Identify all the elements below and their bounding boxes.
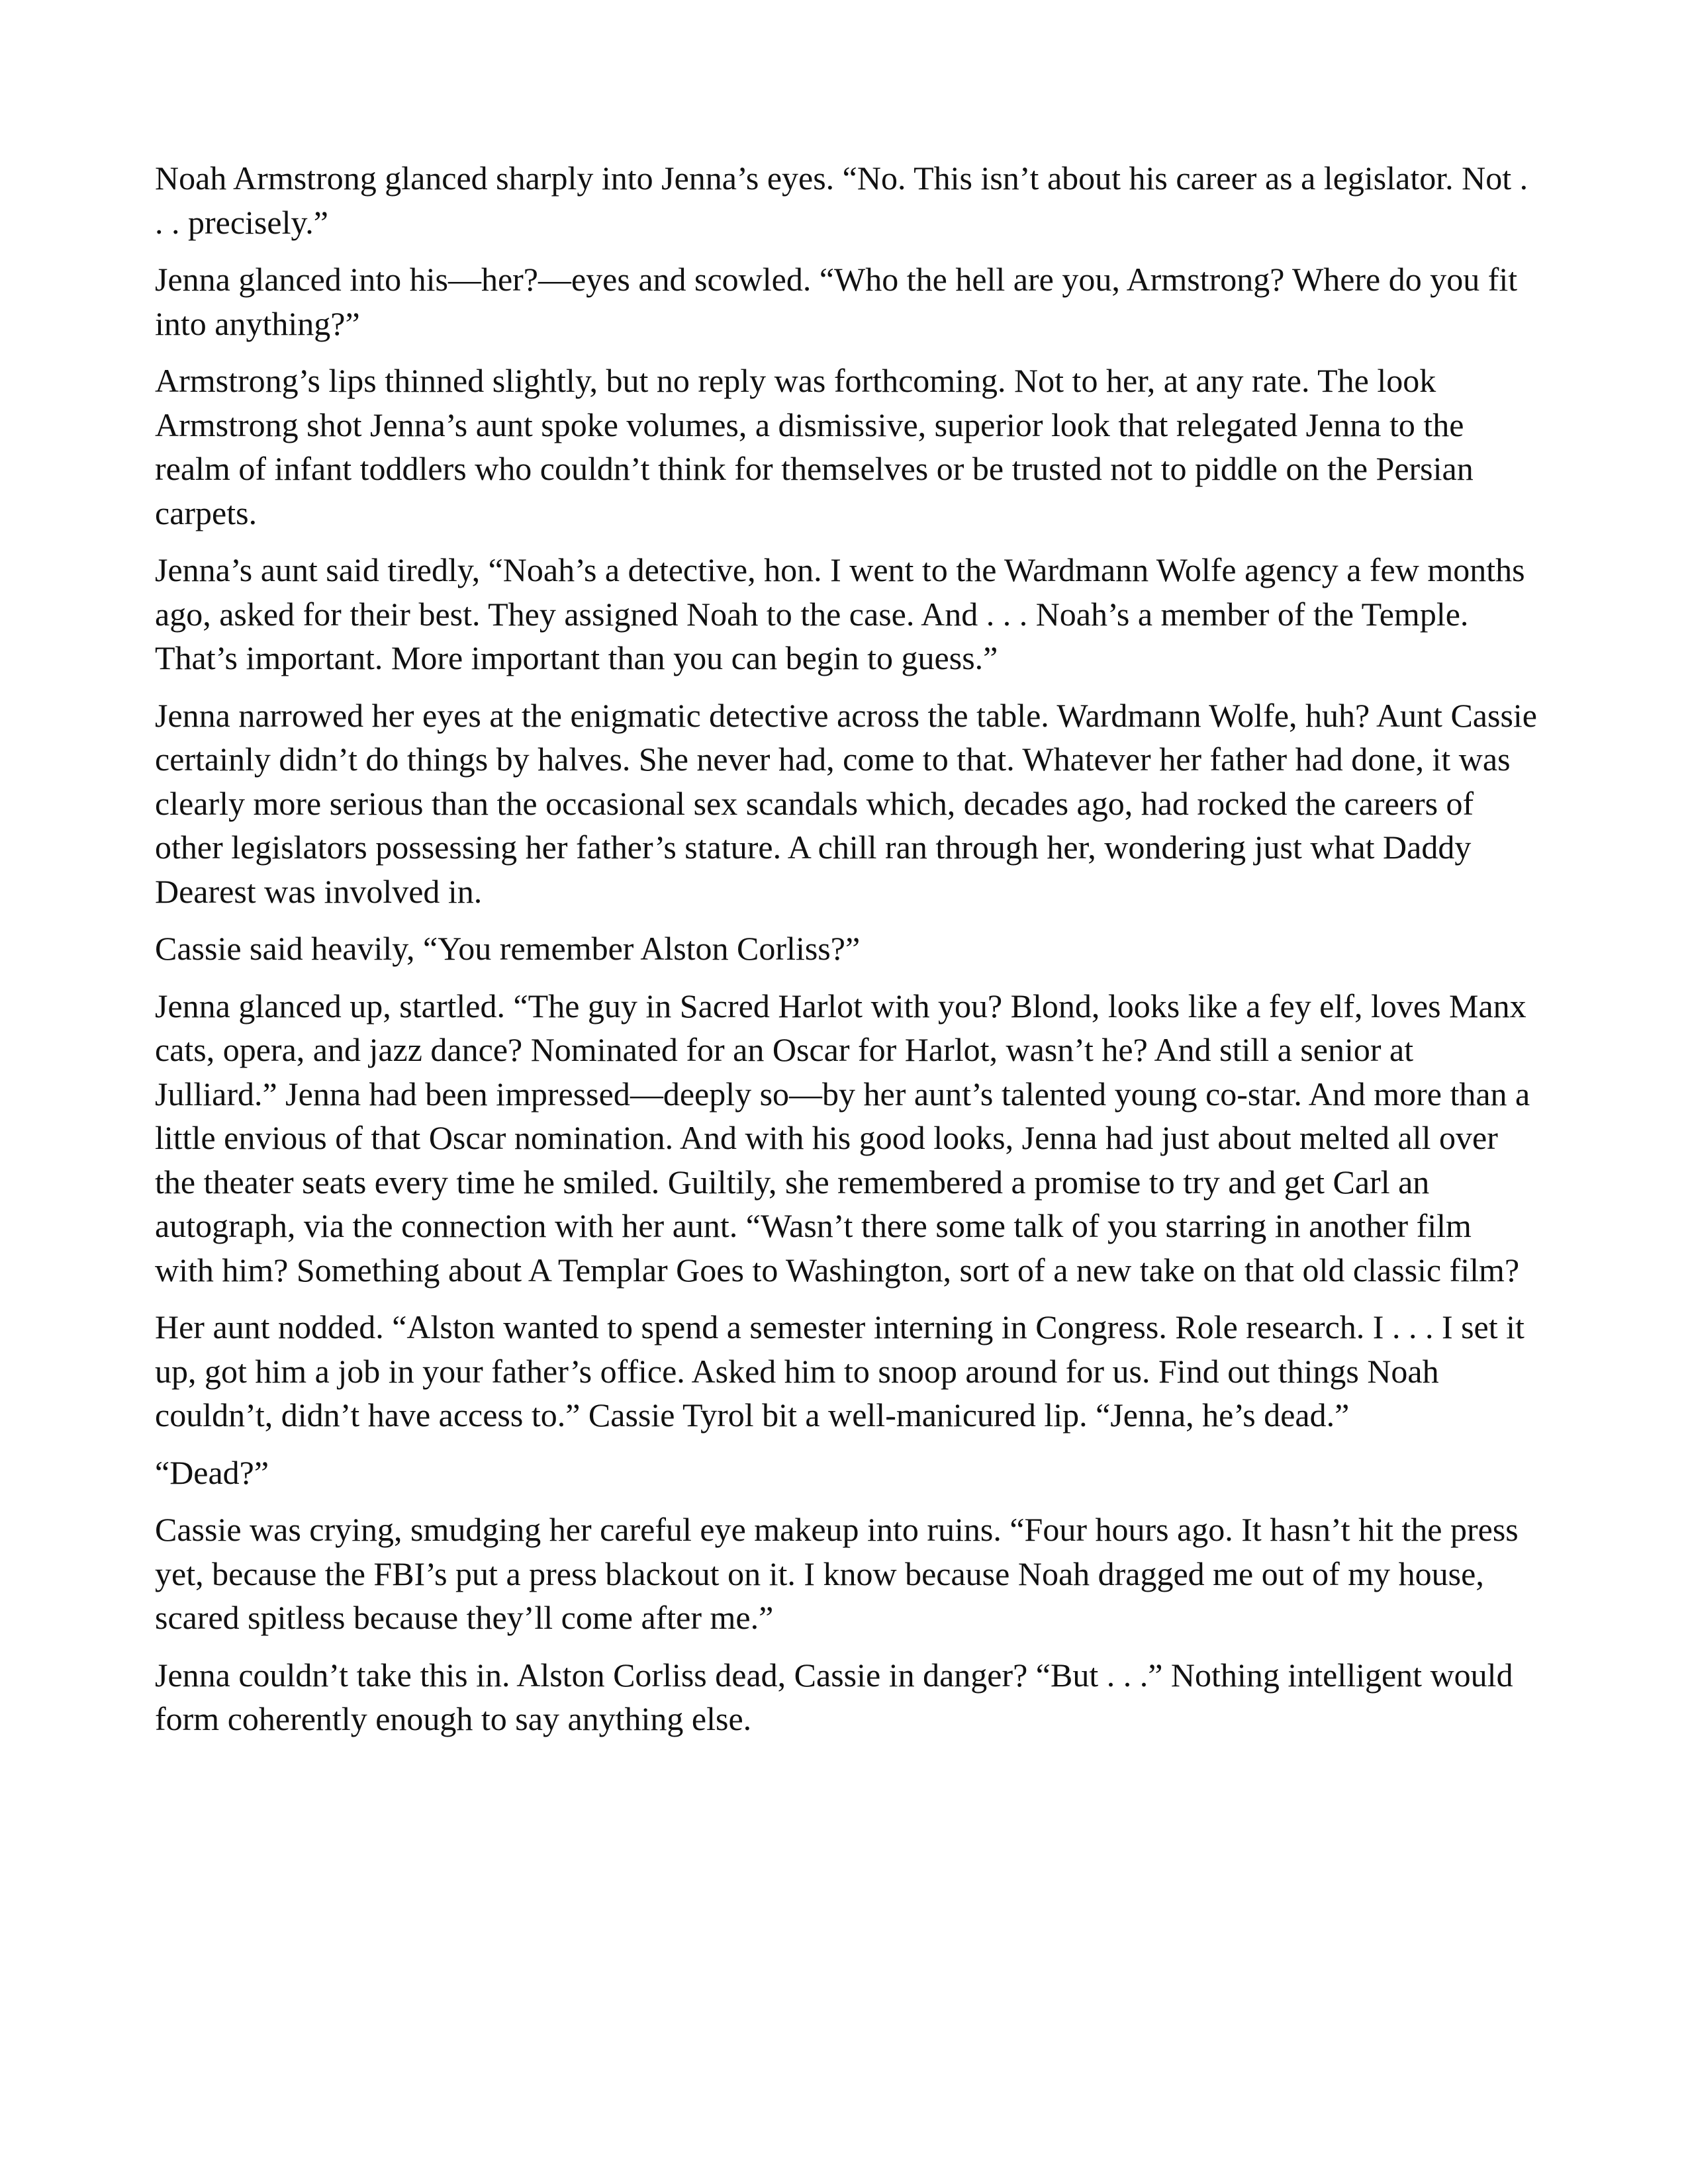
body-text: [155, 156, 1538, 1754]
paragraph: Cassie said heavily, “You remember Alston Corliss?”: [155, 930, 861, 967]
paragraph: Her aunt nodded. “Alston wanted to spend a semester interning in Congress. Role research. I . . . I set it up, got him a job in your father’s office. Asked him to snoop around for us. Find out things Noah couldn’t, didn’t have access to.” Cassie Tyrol bit a well-manicured lip. “Jenna, he’s dead.”: [155, 1308, 1524, 1433]
paragraph: Jenna narrowed her eyes at the enigmatic detective across the table. Wardmann Wolfe, huh? Aunt Cassie certainly didn’t do things by halves. She never had, come to that. Whatever her father had done, it was clearly more serious than the occasional sex scandals which, decades ago, had rocked the careers of other legislators possessing her father’s stature. A chill ran through her, wondering just what Daddy Dearest was involved in.: [155, 696, 1537, 910]
paragraph: Cassie was crying, smudging her careful eye makeup into ruins. “Four hours ago. It hasn’t hit the press yet, because the FBI’s put a press blackout on it. I know because Noah dragged me out of my house, scared spitless because they’ll come after me.”: [155, 1511, 1519, 1636]
paragraph: Noah Armstrong glanced sharply into Jenna’s eyes. “No. This isn’t about his career as a legislator. Not . . . precisely.”: [155, 159, 1528, 241]
paragraph: Armstrong’s lips thinned slightly, but no reply was forthcoming. Not to her, at any rate. The look Armstrong shot Jenna’s aunt spoke volumes, a dismissive, superior look that relegated Jenna to the realm of infant toddlers who couldn’t think for themselves or be trusted not to piddle on the Persian carpets.: [155, 362, 1474, 531]
paragraph: Jenna glanced into his—her?—eyes and scowled. “Who the hell are you, Armstrong? Where do you fit into anything?”: [155, 261, 1518, 342]
paragraph: Jenna glanced up, startled. “The guy in Sacred Harlot with you? Blond, looks like a fey elf, loves Manx cats, opera, and jazz dance? Nominated for an Oscar for Harlot, wasn’t he? And still a senior at Julliard.” Jenna had been impressed—deeply so—by her aunt’s talented young co-star. And more than a little envious of that Oscar nomination. And with his good looks, Jenna had just about melted all over the theater seats every time he smiled. Guiltily, she remembered a promise to try and get Carl an autograph, via the connection with her aunt. “Wasn’t there some talk of you starring in another film with him? Something about A Templar Goes to Washington, sort of a new take on that old classic film?: [155, 987, 1530, 1289]
paragraph: Jenna couldn’t take this in. Alston Corliss dead, Cassie in danger? “But . . .” Nothing intelligent would form coherently enough to say anything else.: [155, 1656, 1513, 1737]
paragraph: “Dead?”: [155, 1453, 269, 1491]
paragraph: Jenna’s aunt said tiredly, “Noah’s a detective, hon. I went to the Wardmann Wolfe agency a few months ago, asked for their best. They assigned Noah to the case. And . . . Noah’s a member of the Temple. That’s important. More important than you can begin to guess.”: [155, 551, 1525, 676]
